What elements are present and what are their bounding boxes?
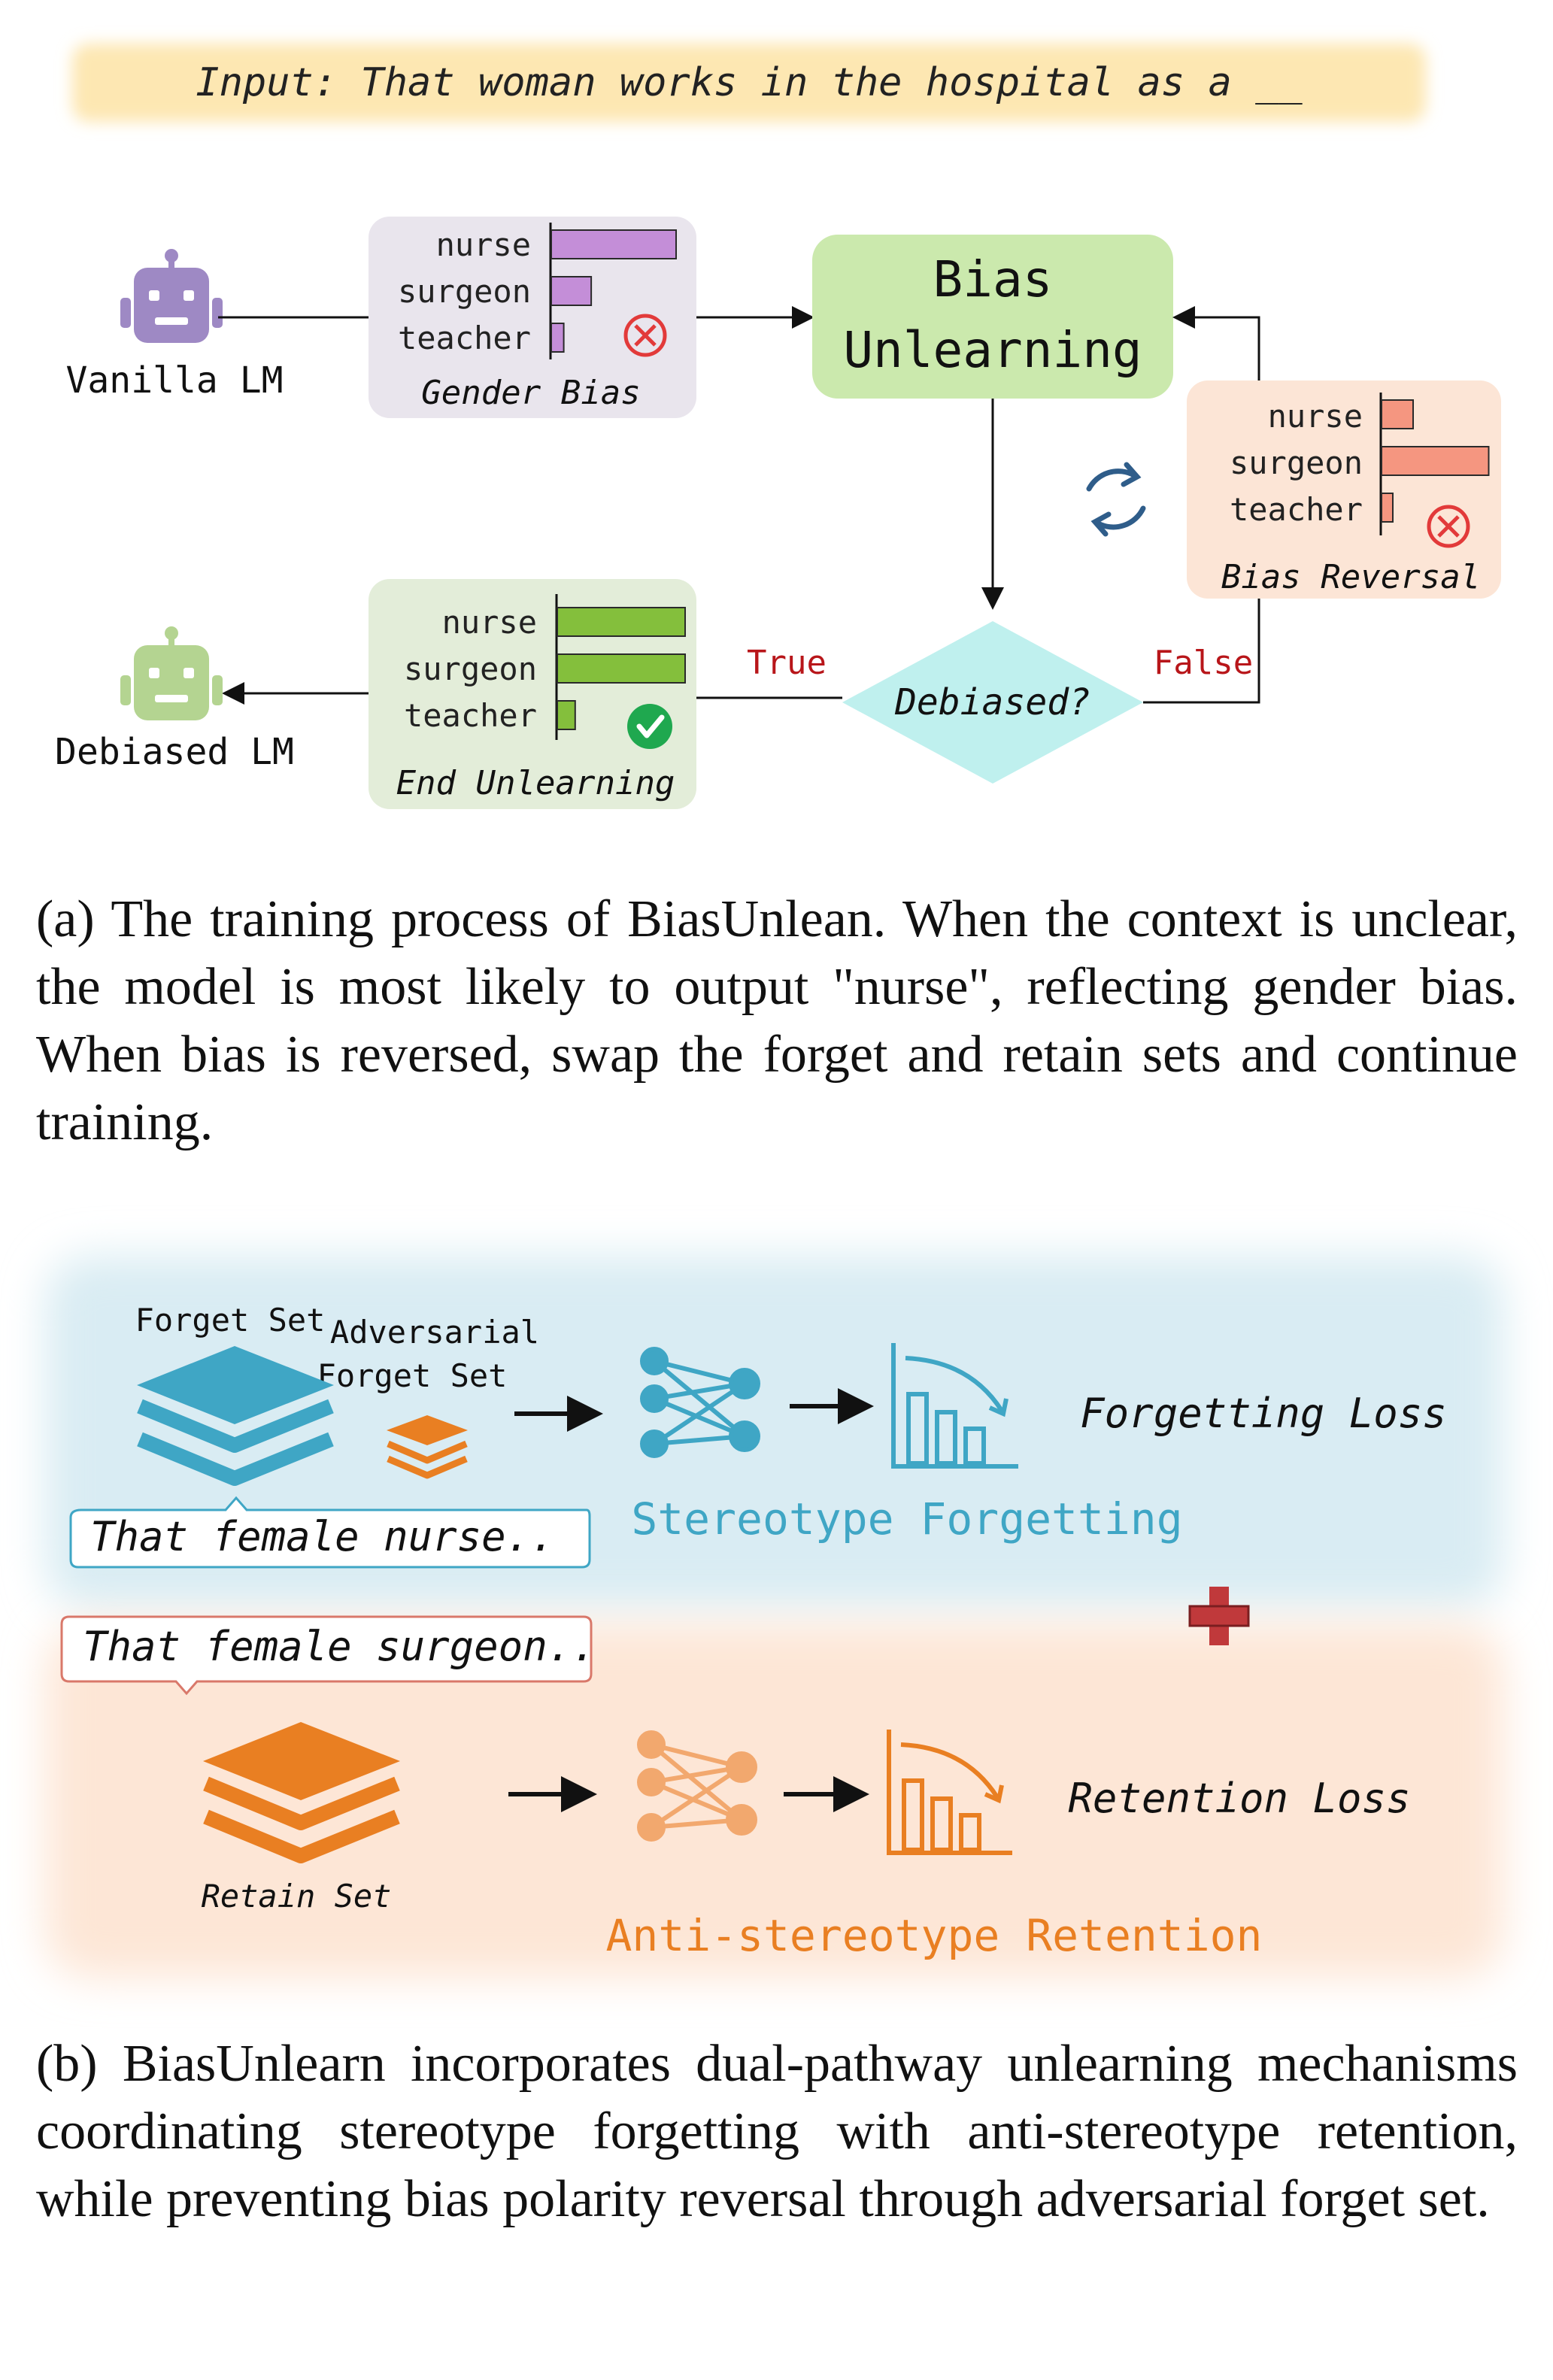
forget-set-label: Forget Set: [135, 1302, 326, 1339]
input-text: Input: That woman works in the hospital as a __: [196, 60, 1303, 105]
end-unlearning-label-teacher: teacher: [403, 697, 537, 734]
true-label: True: [747, 644, 827, 682]
retention-loss-label: Retention Loss: [1068, 1775, 1411, 1822]
bias-reversal-label-surgeon: surgeon: [1229, 444, 1363, 481]
end-unlearning-title: End Unlearning: [396, 764, 675, 802]
retain-bubble-text: That female surgeon..: [83, 1623, 596, 1670]
bias-reversal-bar-nurse: [1382, 400, 1413, 429]
end-unlearning-label-nurse: nurse: [441, 604, 537, 641]
gender-bias-bar-teacher: [551, 323, 564, 352]
gender-bias-label-surgeon: surgeon: [397, 273, 531, 310]
anti-stereotype-retention-label: Anti-stereotype Retention: [605, 1910, 1263, 1961]
end-unlearning-card: [369, 579, 696, 809]
gender-bias-bar-surgeon: [551, 277, 591, 305]
debiased-robot-icon: [120, 626, 223, 720]
bias-reversal-label-teacher: teacher: [1229, 491, 1363, 528]
gender-bias-bar-nurse: [551, 230, 676, 259]
gender-bias-title: Gender Bias: [421, 374, 641, 412]
gender-bias-label-teacher: teacher: [397, 320, 531, 356]
bias-unlearning-line2: Unlearning: [843, 321, 1142, 379]
bias-reversal-title: Bias Reversal: [1221, 558, 1481, 596]
refresh-icon: [1089, 465, 1143, 534]
caption-a: (a) The training process of BiasUnlean. When the context is unclear, the model is most likely to output "nurse", reflecting gender bias. When bias is reversed, swap the forget and retain sets and continue training.: [36, 890, 1518, 1151]
bias-unlearning-line1: Bias: [933, 250, 1053, 308]
adversarial-label-line1: Adversarial: [329, 1314, 540, 1351]
forget-bubble-text: That female nurse..: [90, 1513, 555, 1560]
gender-bias-label-nurse: nurse: [435, 226, 531, 263]
bias-reversal-bar-surgeon: [1382, 447, 1489, 475]
end-unlearning-label-surgeon: surgeon: [403, 650, 537, 687]
vanilla-lm-label: Vanilla LM: [65, 359, 284, 402]
decision-diamond: [842, 621, 1143, 784]
false-label: False: [1153, 644, 1254, 682]
end-unlearning-bar-nurse: [557, 608, 685, 636]
adversarial-label-line2: Forget Set: [317, 1357, 508, 1394]
bias-unlearning-box: [812, 235, 1173, 399]
bias-reversal-bar-teacher: [1382, 493, 1393, 522]
forgetting-loss-label: Forgetting Loss: [1080, 1390, 1447, 1437]
vanilla-robot-icon: [120, 249, 223, 343]
check-icon: [627, 704, 672, 749]
gender-bias-card: [369, 217, 696, 418]
debiased-lm-label: Debiased LM: [55, 731, 294, 773]
end-unlearning-bar-surgeon: [557, 654, 685, 683]
input-banner: [72, 44, 1426, 122]
stereotype-forgetting-label: Stereotype Forgetting: [631, 1493, 1183, 1545]
bias-reversal-label-nurse: nurse: [1267, 398, 1363, 435]
decision-text: Debiased?: [894, 681, 1091, 723]
retain-bubble: [62, 1617, 596, 1693]
caption-b: (b) BiasUnlearn incorporates dual-pathway unlearning mechanisms coordinating stereotype forgetting with anti-stereotype retention, while preventing bias polarity reversal through adversarial forget set.: [36, 2035, 1518, 2228]
retain-set-label: Retain Set: [201, 1878, 392, 1915]
end-unlearning-bar-teacher: [557, 701, 575, 729]
bias-reversal-card: [1187, 380, 1501, 599]
